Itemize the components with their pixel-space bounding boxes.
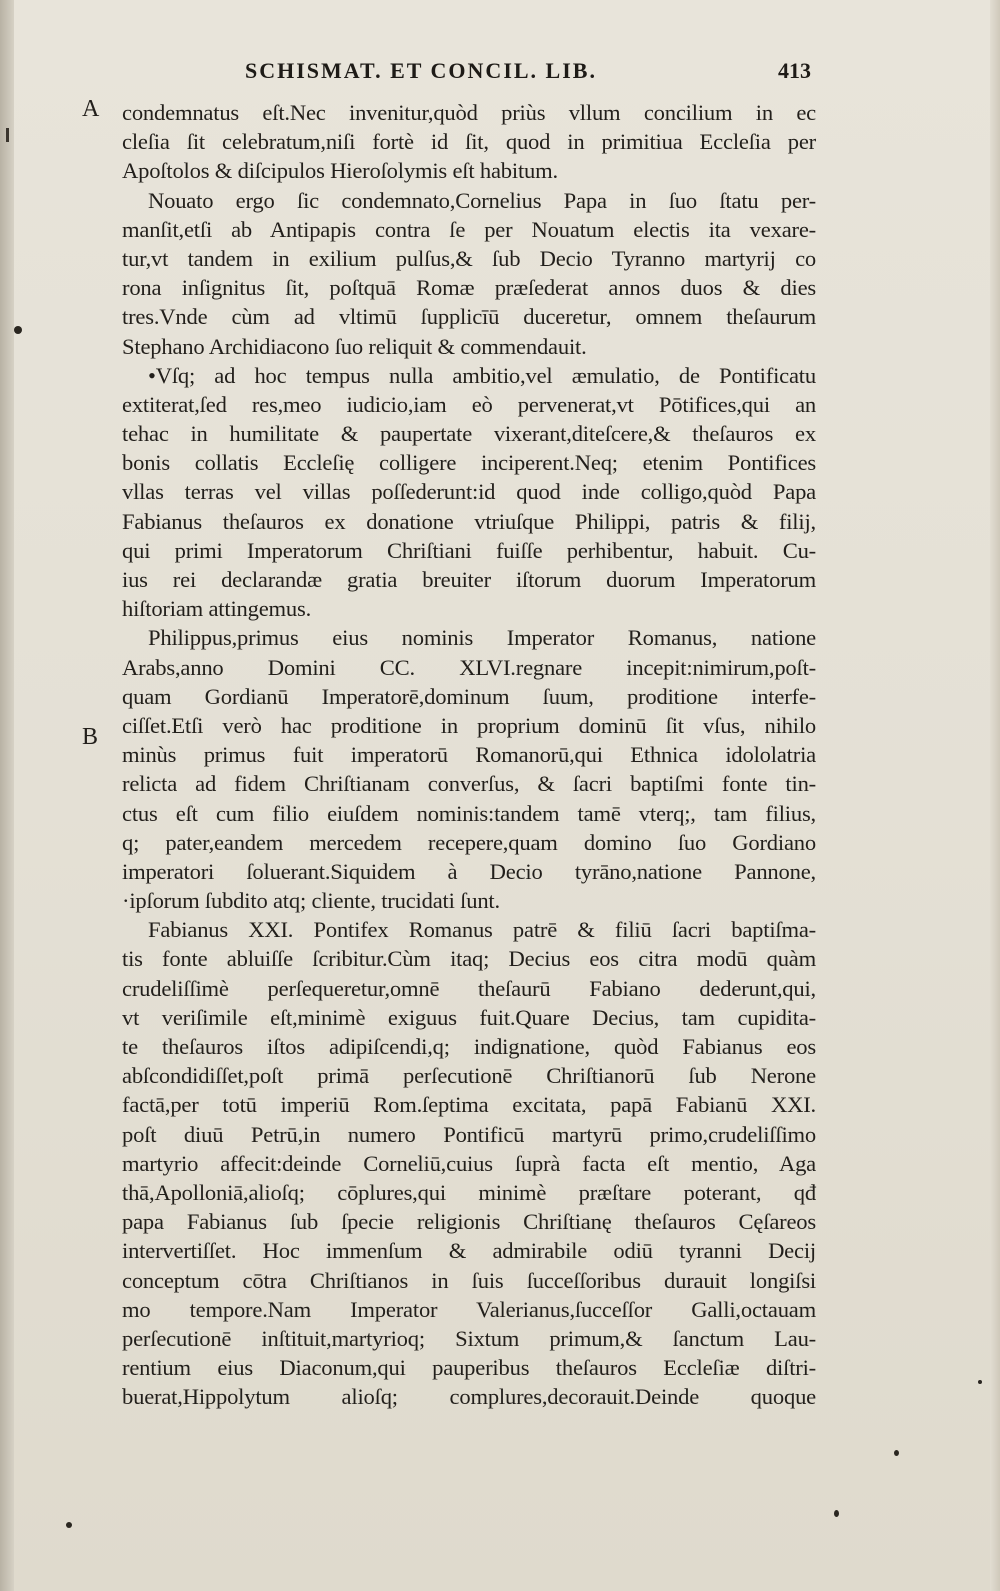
text-line: q; pater,eandem mercedem recepere,quam domino ſuo Gordiano	[122, 829, 816, 855]
margin-letter-b: B	[82, 724, 99, 750]
ink-spot	[978, 1380, 982, 1384]
ink-spot	[66, 1522, 72, 1528]
text-line: manſit,etſi ab Antipapis contra ſe per Nouatum electis ita vexare-	[122, 216, 816, 242]
text-line: hiſtoriam attingemus.	[122, 596, 312, 622]
text-line: thā,Apolloniā,alioſq; cōplures,qui minimè præſtare poterant, qđ	[122, 1179, 816, 1205]
text-line: Apoſtolos & diſcipulos Hieroſolymis eſt habitum.	[122, 158, 558, 184]
text-line: vllas terras vel villas poſſederunt:id quod inde colligo,quòd Papa	[122, 479, 816, 505]
text-line: quam Gordianū Imperatorē,dominum ſuum, proditione interfe-	[122, 683, 816, 709]
body-text	[122, 98, 816, 1411]
text-line: extiterat,ſed res,meo iudicio,iam eò pervenerat,vt Pōtifices,qui an	[122, 391, 816, 417]
text-line: ciſſet.Etſi verò hac proditione in proprium dominū ſit vſus, nihilo	[122, 712, 816, 738]
text-line: crudeliſſimè perſequeretur,omnē theſaurū Fabiano dederunt,qui,	[122, 975, 816, 1001]
text-line: Stephano Archidiacono ſuo reliquit & commendauit.	[122, 333, 587, 359]
running-head: SCHISMAT. ET CONCIL. LIB.	[245, 58, 597, 83]
text-line: Fabianus XXI. Pontifex Romanus patrē & filiū ſacri baptiſma-	[148, 917, 816, 943]
page-number: 413	[778, 58, 811, 83]
text-line: relicta ad fidem Chriſtianam converſus, & ſacri baptiſmi fonte tin-	[122, 771, 816, 797]
margin-letter-a: A	[82, 96, 100, 122]
text-line: condemnatus eſt.Nec invenitur,quòd priùs vllum concilium in ec	[122, 100, 816, 125]
text-line: Nouato ergo ſic condemnato,Cornelius Papa in ſuo ſtatu per-	[148, 187, 816, 213]
text-line: tis fonte abluiſſe ſcribitur.Cùm itaq; Decius eos citra modū quàm	[122, 946, 816, 972]
text-line: poſt diuū Petrū,in numero Pontificū martyrū primo,crudeliſſimo	[122, 1121, 816, 1147]
text-line: abſcondidiſſet,poſt primā perſecutionē Chriſtianorū ſub Nerone	[122, 1063, 816, 1089]
text-line: vt veriſimile eſt,minimè exiguus fuit.Quare Decius, tam cupidita-	[122, 1004, 816, 1030]
text-line: conceptum cōtra Chriſtianos in ſuis ſucceſſoribus durauit longiſsi	[122, 1267, 816, 1293]
text-line: perſecutionē inſtituit,martyrioq; Sixtum primum,& ſanctum Lau-	[122, 1325, 816, 1351]
text-line: rona inſignitus ſit, poſtquā Romæ præſederat annos duos & dies	[122, 275, 816, 301]
text-line: martyrio affecit:deinde Corneliū,cuius ſuprà facta eſt mentio, Aga	[122, 1150, 816, 1176]
text-line: minùs primus fuit imperatorū Romanorū,qui Ethnica idololatria	[122, 742, 816, 768]
text-line: cleſia ſit celebratum,niſi fortè id ſit, quod in primitiua Eccleſia per	[122, 129, 816, 155]
text-line: buerat,Hippolytum alioſq; complures,decorauit.Deinde quoque	[122, 1384, 816, 1410]
text-line: bonis collatis Eccleſię colligere inciperent.Neq; etenim Pontifices	[122, 450, 816, 476]
text-line: tur,vt tandem in exilium pulſus,& ſub Decio Tyranno martyrij co	[122, 245, 816, 271]
text-line: te theſauros iſtos adipiſcendi,q; indignatione, quòd Fabianus eos	[122, 1034, 816, 1059]
text-line: mo tempore.Nam Imperator Valerianus,ſucceſſor Galli,octauam	[122, 1296, 816, 1322]
ink-spot	[14, 326, 22, 334]
text-line: ·ipſorum ſubdito atq; cliente, trucidati ſunt.	[122, 888, 500, 914]
text-line: Philippus,primus eius nominis Imperator Romanus, natione	[148, 625, 816, 651]
text-line: •Vſq; ad hoc tempus nulla ambitio,vel æmulatio, de Pontificatu	[148, 362, 816, 388]
text-line: factā,per totū imperiū Rom.ſeptima excitata, papā Fabianū XXI.	[122, 1092, 816, 1118]
text-line: imperatori ſoluerant.Siquidem à Decio tyrāno,natione Pannone,	[122, 858, 816, 884]
text-line: tehac in humilitate & paupertate vixerant,diteſcere,& theſauros ex	[122, 421, 816, 447]
text-line: rentium eius Diaconum,qui pauperibus theſauros Eccleſiæ diſtri-	[122, 1355, 816, 1381]
text-line: ius rei declarandæ gratia breuiter iſtorum duorum Imperatorum	[122, 567, 816, 592]
text-line: qui primi Imperatorum Chriſtiani fuiſſe perhibentur, habuit. Cu-	[122, 537, 816, 563]
text-line: ctus eſt cum filio eiuſdem nominis:tandem tamē vterq;, tam filius,	[122, 800, 816, 826]
text-line: papa Fabianus ſub ſpecie religionis Chriſtianę theſauros Cęſareos	[122, 1209, 816, 1235]
edge-mark	[6, 128, 9, 142]
text-line: Arabs,anno Domini CC. XLVI.regnare incepit:nimirum,poſt-	[122, 654, 816, 680]
text-line: tres.Vnde cùm ad vltimū ſupplicīū duceretur, omnem theſaurum	[122, 304, 816, 330]
text-line: intervertiſſet. Hoc immenſum & admirabile odiū tyranni Decij	[122, 1238, 816, 1264]
ink-spot	[894, 1450, 899, 1456]
ink-spot	[834, 1510, 839, 1517]
text-line: Fabianus theſauros ex donatione vtriuſque Philippi, patris & filij,	[122, 508, 816, 534]
